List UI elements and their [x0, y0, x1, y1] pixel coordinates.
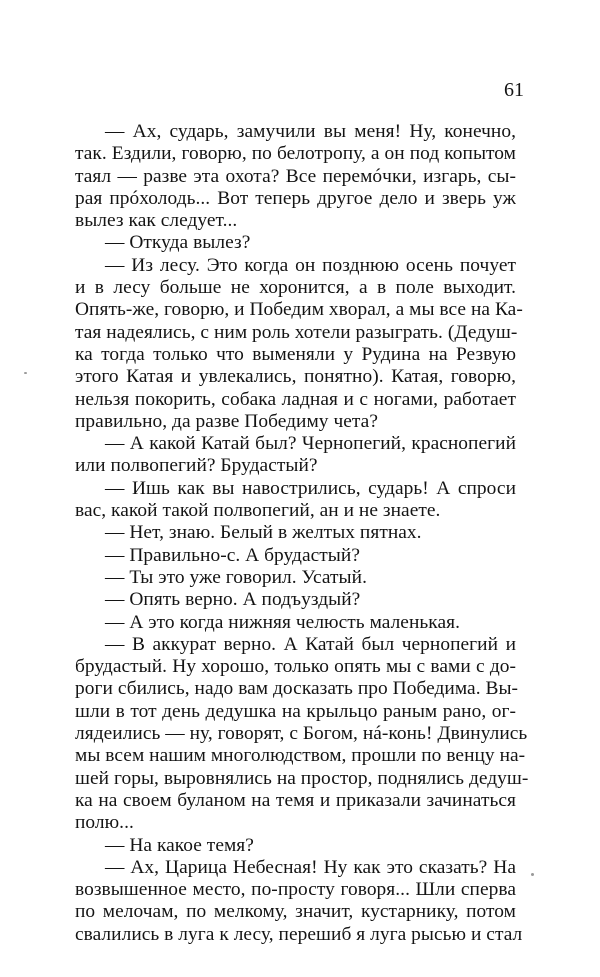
text-line: таял — разве эта охота? Все перемóчки, изгарь, сы- — [75, 165, 516, 187]
scan-speck — [531, 873, 534, 876]
scan-speck — [24, 372, 27, 374]
text-line: лядеились — ну, говорят, с Богом, нá-конь! Двинулись — [75, 723, 528, 745]
text-line: ка тогда только что выменяли у Рудина на Резвую — [75, 343, 516, 365]
text-line: Опять-же, говорю, и Победим хворал, а мы все на Ка- — [75, 299, 523, 321]
text-line: — На какое темя? — [105, 834, 254, 856]
text-line: — Ишь как вы навострились, сударь! А спроси — [105, 477, 516, 499]
text-line: — Правильно-с. А брудастый? — [105, 544, 360, 566]
text-line: — Ты это уже говорил. Усатый. — [105, 566, 367, 588]
text-line: тая надеялись, с ним роль хотели разыграть. (Дедуш- — [75, 321, 518, 343]
text-line: или полвопегий? Брудастый? — [75, 455, 318, 477]
text-line: — Из лесу. Это когда он позднюю осень почует — [105, 254, 516, 276]
text-line: — Ах, сударь, замучили вы меня! Ну, конечно, — [105, 121, 516, 142]
text-line: — В аккурат верно. А Катай был чернопегий и — [105, 633, 516, 655]
text-line: правильно, да разве Победиму чета? — [75, 410, 378, 432]
text-line: — Опять верно. А подъуздый? — [105, 589, 361, 611]
text-line: ка на своем буланом на темя и приказали зачинаться — [75, 789, 516, 811]
text-line: мы всем нашим многолюдством, прошли по венцу на- — [75, 745, 526, 767]
text-line: полю... — [75, 812, 134, 834]
text-line: шли в тот день дедушка на крыльцо раным рано, ог- — [75, 700, 516, 722]
text-line: шей горы, выровнялись на простор, поднялись дедуш- — [75, 767, 529, 789]
text-line: — А какой Катай был? Чернопегий, краснопегий — [105, 433, 516, 455]
text-line: роги сбились, надо вам досказать про Победима. Вы- — [75, 678, 519, 700]
text-line: рая прóхолодь... Вот теперь другое дело и зверь уж — [75, 187, 516, 209]
text-line: — Ах, Царица Небесная! Ну как это сказать? На — [105, 856, 516, 878]
text-line: и в лесу больше не хоронится, а в поле выходит. — [75, 277, 516, 299]
text-line: — Нет, знаю. Белый в желтых пятнах. — [105, 522, 422, 544]
text-line: брудастый. Ну хорошо, только опять мы с вами с до- — [75, 656, 516, 678]
page-number: 61 — [504, 79, 524, 101]
text-line: свалились в луга к лесу, перешиб я луга рысью и стал — [75, 923, 523, 945]
text-line: возвышенное место, по-просту говоря... Шли сперва — [75, 879, 516, 901]
text-line: — Откуда вылез? — [105, 232, 251, 254]
text-line: — А это когда нижняя челюсть маленькая. — [105, 611, 460, 633]
text-line: вылез как следует... — [75, 210, 238, 232]
text-line: вас, какой такой полвопегий, ан и не знаете. — [75, 500, 441, 522]
text-line: нельзя покорить, собака ладная и с ногами, работает — [75, 388, 516, 410]
text-line: этого Катая и увлекались, понятно). Катая, говорю, — [75, 366, 516, 388]
text-line: так. Ездили, говорю, по белотропу, а он под копытом — [75, 143, 516, 165]
text-line: по мелочам, по мелкому, значит, кустарнику, потом — [75, 901, 516, 923]
text-block — [75, 121, 529, 946]
